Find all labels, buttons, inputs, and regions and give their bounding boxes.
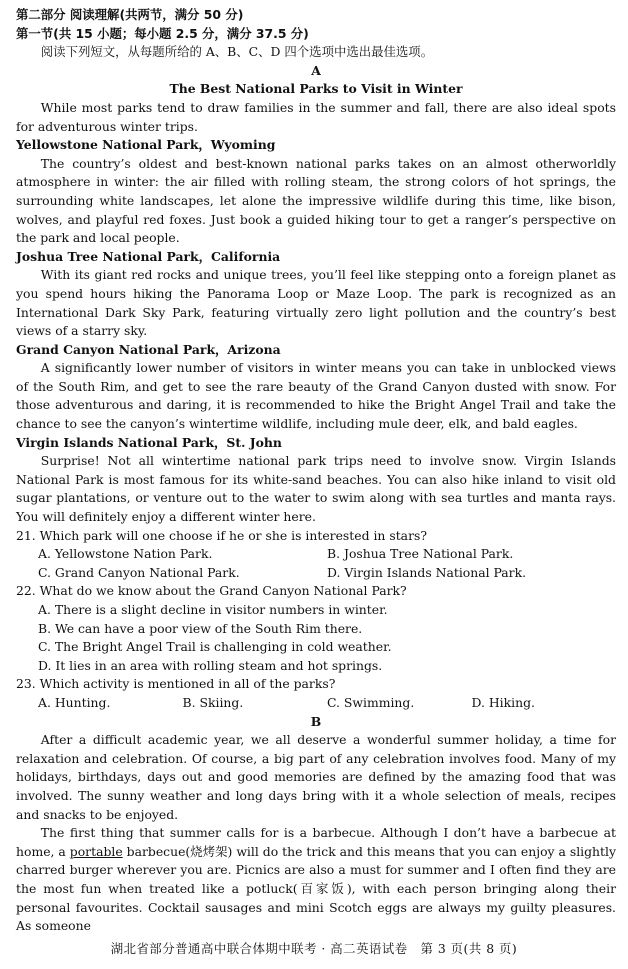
park-heading-yellowstone: Yellowstone National Park，Wyoming (16, 137, 276, 153)
underlined-word-portable: portable (69, 843, 123, 859)
park-text-joshua-tree: With its giant red rocks and unique trees, you’ll feel like stepping onto a foreign planet as you spend hours hiking the Panorama Loop or Maze Loop. The park is recognized as an International Dark Sky Park, featuring virtually zero light pollution and the country’s best views of a starry sky. (16, 267, 616, 339)
passage-a-intro: While most parks tend to draw families in the summer and fall, there are also ideal spots for adventurous winter trips. (16, 99, 616, 134)
park-text-virgin-islands: Surprise! Not all wintertime national park trips need to involve snow. Virgin Islands National Park is most famous for its white-sand beaches. You can also hike inland to visit old sugar plantations, or venture out to the water to swim along with sea turtles and manta rays. You will definitely enjoy a different winter here. (16, 453, 616, 525)
park-text-yellowstone: The country’s oldest and best-known national parks takes on an almost otherworldly atmosphere in winter: the air filled with rolling steam, the strong colors of hot springs, the surrounding white landscapes, let alone the impressive wildlife during this time, like bison, wolves, and playful red foxes. Just book a guided hiking tour to get a ranger’s perspective on the park and local people. (16, 155, 616, 246)
question-21-options-row1 (16, 545, 616, 564)
question-21-option-c: C. Grand Canyon National Park. (38, 564, 240, 580)
question-22-option-a: A. There is a slight decline in visitor numbers in winter. (38, 602, 388, 617)
section-title: 第一节(共 15 小题；每小题 2.5 分，满分 37.5 分) (16, 25, 309, 41)
exam-page (16, 6, 616, 936)
park-heading-grand-canyon: Grand Canyon National Park，Arizona (16, 341, 281, 357)
passage-b-paragraph-2 (16, 824, 616, 936)
question-23-option-c: C. Swimming. (327, 694, 415, 710)
park-heading-virgin-islands: Virgin Islands National Park，St. John (16, 434, 282, 450)
page-footer: 湖北省部分普通高中联合体期中联考 · 高二英语试卷 第 3 页(共 8 页) (110, 941, 518, 956)
passage-b-p2-rest: barbecue(烧烤架) will do the trick and this means that you can enjoy a slightly charred burger wherever you are. Picnics are also a must for summer and I often find they are the most fun when treated like a potluck(百家饭), with each person bringing along their personal favourites. Cocktail sausages and mini Scotch eggs are always my guilty pleasures. As someone (16, 843, 616, 934)
part-title: 第二部分 阅读理解(共两节，满分 50 分) (16, 7, 244, 22)
question-23-option-a: A. Hunting. (38, 694, 111, 710)
passage-a-title: The Best National Parks to Visit in Winter (169, 81, 463, 97)
question-21-options-row2 (16, 564, 616, 583)
question-21-option-d: D. Virgin Islands National Park. (327, 564, 527, 580)
question-23-options (16, 694, 616, 713)
question-23-stem: 23. Which activity is mentioned in all of the parks? (16, 676, 336, 692)
question-22-option-c: C. The Bright Angel Trail is challenging in cold weather. (38, 639, 392, 655)
passage-b-p2-start: The first thing that summer calls for is a barbecue. Although I don’t have a barbecue at home, a (16, 825, 616, 859)
passage-b-letter: B (310, 713, 322, 729)
question-22-option-b: B. We can have a poor view of the South Rim there. (38, 620, 363, 636)
question-21-stem: 21. Which park will one choose if he or she is interested in stars? (16, 527, 427, 543)
question-22-stem: 22. What do we know about the Grand Canyon National Park? (16, 583, 407, 599)
question-21-option-b: B. Joshua Tree National Park. (327, 546, 514, 562)
instruction: 阅读下列短文，从每题所给的 A、B、C、D 四个选项中选出最佳选项。 (40, 44, 434, 60)
question-23-option-d: D. Hiking. (471, 694, 535, 710)
question-22-option-d: D. It lies in an area with rolling steam and hot springs. (38, 657, 383, 673)
question-21-option-a: A. Yellowstone Nation Park. (38, 546, 213, 562)
park-heading-joshua-tree: Joshua Tree National Park，California (16, 248, 281, 264)
passage-b-paragraph-1: After a difficult academic year, we all deserve a wonderful summer holiday, a time for relaxation and celebration. Of course, a big part of any celebration involves food. Many of my holidays, birthdays, days out and good memories are defined by the amazing food that was involved. The sunny weather and long days bring with it a whole selection of meals, recipes and snacks to be enjoyed. (16, 732, 616, 822)
passage-a-letter: A (311, 62, 321, 78)
question-23-option-b: B. Skiing. (182, 694, 244, 710)
park-text-grand-canyon: A significantly lower number of visitors in winter means you can take in unblocked views of the South Rim, and get to see the rare beauty of the Grand Canyon dusted with snow. For those adventurous and daring, it is recommended to hike the Bright Angel Trail and take the chance to see the canyon’s wintertime wildlife, including mule deer, elk, and bald eagles. (16, 360, 616, 432)
